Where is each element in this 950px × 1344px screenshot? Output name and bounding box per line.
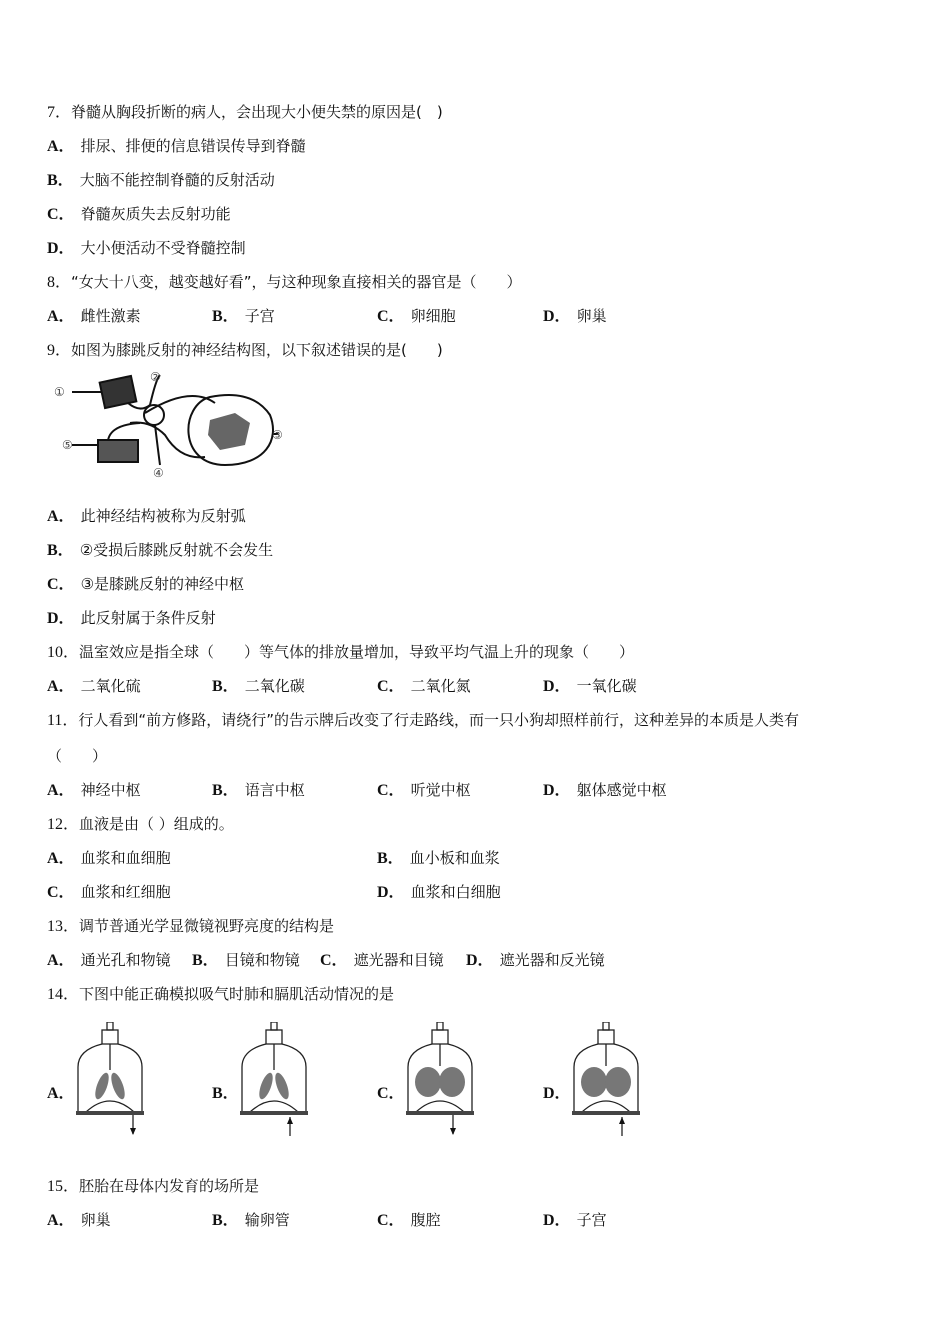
option-text: 遮光器和反光镜: [499, 951, 605, 969]
option-text: 血浆和血细胞: [80, 849, 171, 867]
bell-jar-figure-a: [76, 1022, 146, 1137]
question-text: 调节普通光学显微镜视野亮度的结构是: [79, 917, 335, 935]
option-label: A．: [47, 1212, 75, 1229]
question-text: 温室效应是指全球（ ）等气体的排放量增加，导致平均气温上升的现象（ ）: [79, 643, 635, 661]
question-text: 行人看到“前方修路，请绕行”的告示牌后改变了行走路线，而一只小狗却照样前行，这种差异的本质是人类有: [78, 711, 799, 729]
option-text: 通光孔和物镜: [80, 951, 171, 969]
q8-option-b: [212, 306, 275, 327]
option-text: 子宫: [244, 307, 275, 325]
question-number: 12．: [47, 816, 80, 833]
option-label: B．: [47, 172, 74, 189]
q15-option-b: [212, 1210, 290, 1231]
option-text: 听觉中枢: [410, 781, 471, 799]
question-number: 13．: [47, 918, 80, 935]
option-label: C．: [377, 782, 405, 799]
question-12-stem: [47, 814, 234, 835]
question-number: 15．: [47, 1178, 80, 1195]
q8-option-a: [47, 306, 141, 327]
option-text: 腹腔: [410, 1211, 441, 1229]
option-label: A．: [47, 952, 75, 969]
option-label: D．: [543, 308, 571, 325]
option-text: 血浆和红细胞: [80, 883, 171, 901]
q14-option-c-label: C．: [377, 1085, 405, 1102]
option-text: 脊髓灰质失去反射功能: [80, 205, 231, 223]
option-text: 输卵管: [244, 1211, 290, 1229]
question-number: 7．: [47, 104, 72, 121]
option-text: 遮光器和目镜: [353, 951, 444, 969]
option-text: 目镜和物镜: [224, 951, 300, 969]
question-text: 如图为膝跳反射的神经结构图，以下叙述错误的是( ): [71, 341, 443, 359]
option-label: A．: [47, 308, 75, 325]
option-text: 此反射属于条件反射: [80, 609, 216, 627]
option-text: 躯体感觉中枢: [576, 781, 667, 799]
option-label: C．: [377, 308, 405, 325]
option-text: 大小便活动不受脊髓控制: [80, 239, 246, 257]
question-8-stem: [47, 272, 522, 293]
q13-option-c: [320, 950, 444, 971]
question-number: 10．: [47, 644, 80, 661]
q7-option-a: [47, 136, 306, 157]
q14-option-a-label: A．: [47, 1085, 75, 1102]
q10-option-a: [47, 676, 141, 697]
option-text: 二氧化碳: [244, 677, 305, 695]
q12-option-c: [47, 882, 171, 903]
question-13-stem: [47, 916, 334, 937]
q8-option-d: [543, 306, 607, 327]
q7-option-b: [47, 170, 275, 191]
bell-jar-figure-c: [406, 1022, 476, 1137]
option-label: B．: [47, 542, 74, 559]
q15-option-a: [47, 1210, 111, 1231]
option-label: A．: [47, 678, 75, 695]
option-label: C．: [320, 952, 348, 969]
option-label: A．: [47, 138, 75, 155]
option-label: D．: [543, 782, 571, 799]
option-text: ③是膝跳反射的神经中枢: [80, 575, 245, 593]
question-number: 8．: [47, 274, 72, 291]
question-7-stem: [47, 102, 443, 123]
q12-option-d: [377, 882, 501, 903]
q9-option-b: [47, 540, 273, 561]
q10-option-c: [377, 676, 471, 697]
reflex-arc-figure: [50, 365, 290, 480]
option-label: B．: [377, 850, 404, 867]
option-label: D．: [47, 240, 75, 257]
option-text: 大脑不能控制脊髓的反射活动: [79, 171, 275, 189]
option-text: 语言中枢: [244, 781, 305, 799]
q9-option-d: [47, 608, 216, 629]
option-text: 二氧化氮: [410, 677, 471, 695]
question-number: 9．: [47, 342, 72, 359]
question-15-stem: [47, 1176, 259, 1197]
question-text: 脊髓从胸段折断的病人，会出现大小便失禁的原因是( ): [71, 103, 443, 121]
question-text: “女大十八变，越变越好看”，与这种现象直接相关的器官是（ ）: [71, 273, 522, 291]
q14-option-b-label: B．: [212, 1085, 239, 1102]
option-label: C．: [377, 1212, 405, 1229]
option-label: D．: [543, 1212, 571, 1229]
question-number: 14．: [47, 986, 80, 1003]
q9-option-c: [47, 574, 244, 595]
figure-label-1: ①: [54, 385, 65, 399]
bell-jar-figure-b: [240, 1022, 310, 1137]
option-text: 神经中枢: [80, 781, 141, 799]
figure-label-5: ⑤: [62, 438, 73, 452]
question-number: 11．: [47, 712, 79, 729]
option-label: B．: [212, 782, 239, 799]
option-label: C．: [47, 576, 75, 593]
option-text: 排尿、排便的信息错误传导到脊髓: [80, 137, 306, 155]
option-text: 血浆和白细胞: [410, 883, 501, 901]
q15-option-c: [377, 1210, 441, 1231]
bell-jar-figure-d: [572, 1022, 642, 1137]
option-text: 此神经结构被称为反射弧: [80, 507, 246, 525]
q13-option-d: [466, 950, 605, 971]
question-text: 血液是由（ ）组成的。: [79, 815, 234, 833]
option-text: 卵巢: [80, 1211, 111, 1229]
q10-option-d: [543, 676, 637, 697]
option-label: D．: [543, 678, 571, 695]
option-text: 二氧化硫: [80, 677, 141, 695]
q11-option-c: [377, 780, 471, 801]
option-text: 卵细胞: [410, 307, 456, 325]
option-text: 卵巢: [576, 307, 607, 325]
option-label: B．: [212, 678, 239, 695]
q12-option-b: [377, 848, 500, 869]
q11-option-d: [543, 780, 667, 801]
q7-option-c: [47, 204, 231, 225]
option-label: D．: [377, 884, 405, 901]
option-label: B．: [192, 952, 219, 969]
question-text: 胚胎在母体内发育的场所是: [79, 1177, 260, 1195]
q14-option-d-label: D．: [543, 1085, 571, 1102]
q15-option-d: [543, 1210, 607, 1231]
option-label: C．: [377, 678, 405, 695]
option-label: C．: [47, 206, 75, 223]
q13-option-a: [47, 950, 171, 971]
option-label: D．: [466, 952, 494, 969]
option-label: C．: [47, 884, 75, 901]
question-text: 下图中能正确模拟吸气时肺和膈肌活动情况的是: [79, 985, 395, 1003]
option-label: B．: [212, 308, 239, 325]
q11-option-a: [47, 780, 141, 801]
q11-option-b: [212, 780, 305, 801]
option-text: 血小板和血浆: [409, 849, 500, 867]
question-11-stem: [47, 710, 799, 731]
question-10-stem: [47, 642, 634, 663]
figure-label-4: ④: [153, 466, 164, 480]
question-14-stem: [47, 984, 394, 1005]
question-9-stem: [47, 340, 443, 361]
option-label: D．: [47, 610, 75, 627]
figure-label-2: ②: [150, 370, 161, 384]
q8-option-c: [377, 306, 456, 327]
option-label: B．: [212, 1212, 239, 1229]
option-label: A．: [47, 508, 75, 525]
q9-option-a: [47, 506, 246, 527]
q13-option-b: [192, 950, 300, 971]
option-text: ②受损后膝跳反射就不会发生: [79, 541, 274, 559]
q7-option-d: [47, 238, 246, 259]
option-text: 雌性激素: [80, 307, 141, 325]
q10-option-b: [212, 676, 305, 697]
option-text: 子宫: [576, 1211, 607, 1229]
q12-option-a: [47, 848, 171, 869]
figure-label-3: ③: [272, 428, 283, 442]
question-11-stem-cont: （ ）: [47, 747, 108, 765]
option-label: A．: [47, 782, 75, 799]
option-label: A．: [47, 850, 75, 867]
option-text: 一氧化碳: [576, 677, 637, 695]
